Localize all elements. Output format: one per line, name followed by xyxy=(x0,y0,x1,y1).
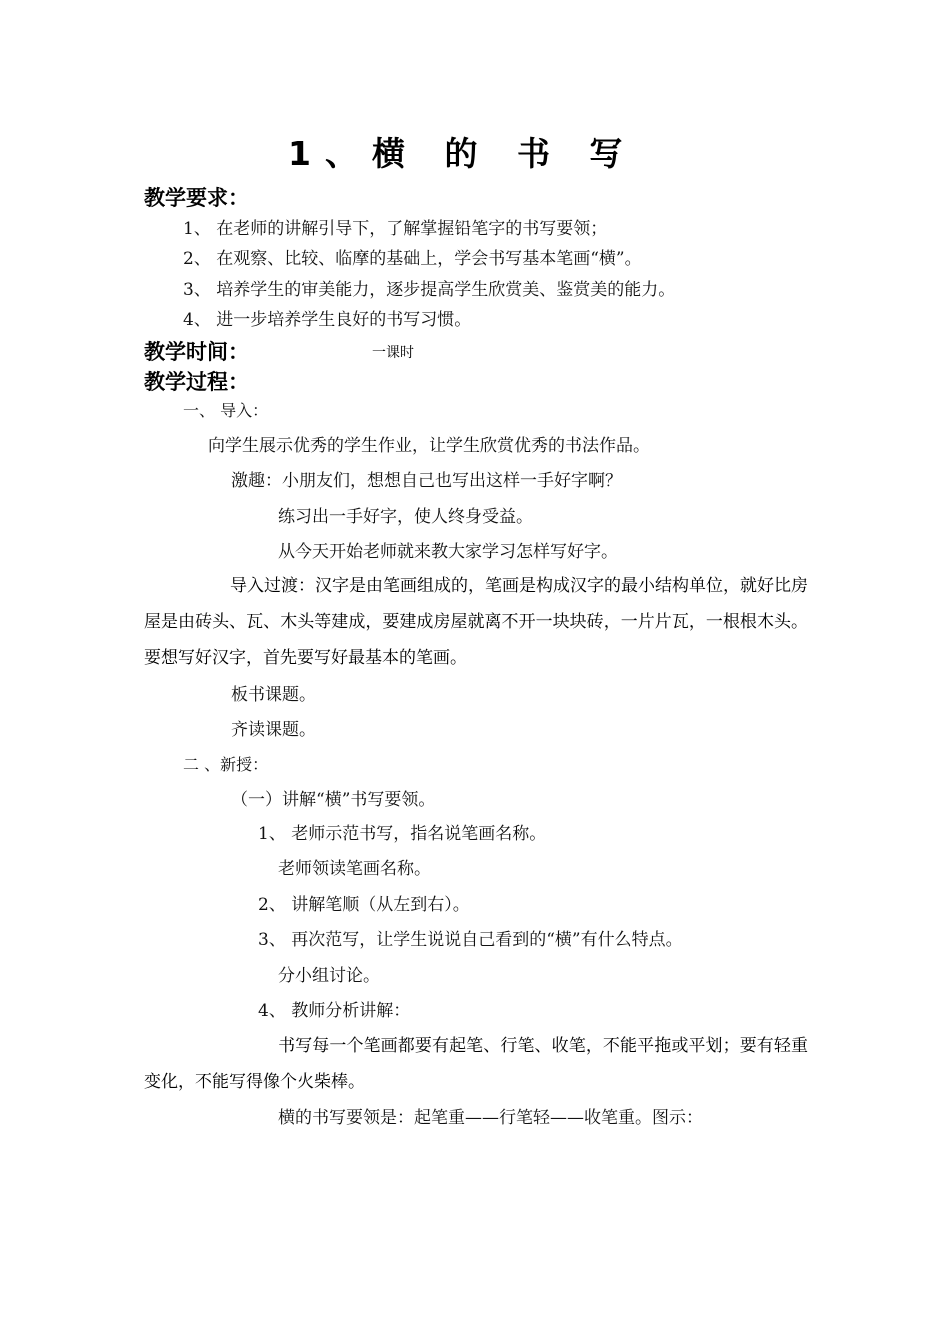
requirement-item: 4、 进一步培养学生良好的书写习惯。 xyxy=(183,310,472,330)
requirement-item: 2、 在观察、比较、临摩的基础上，学会书写基本笔画“横”。 xyxy=(183,249,642,269)
paragraph: 板书课题。 xyxy=(231,685,316,705)
requirement-item: 3、 培养学生的审美能力，逐步提高学生欣赏美、鉴赏美的能力。 xyxy=(183,280,676,300)
step-item: 4、 教师分析讲解： xyxy=(258,1001,411,1021)
section-heading-intro: 一、 导入： xyxy=(183,401,269,420)
process-heading: 教学过程： xyxy=(144,370,249,394)
paragraph: 向学生展示优秀的学生作业，让学生欣赏优秀的书法作品。 xyxy=(208,436,650,456)
step-item: 1、 老师示范书写，指名说笔画名称。 xyxy=(258,824,547,844)
requirements-heading: 教学要求： xyxy=(144,186,249,210)
explain-paragraph: 书写每一个笔画都要有起笔、行笔、收笔，不能平拖或平划；要有轻重变化，不能写得像个火柴棒。 xyxy=(144,1036,808,1092)
paragraph: 练习出一手好字，使人终身受益。 xyxy=(278,507,533,527)
step-item: 3、 再次范写，让学生说说自己看到的“横”有什么特点。 xyxy=(258,930,683,950)
requirement-item: 1、 在老师的讲解引导下，了解掌握铅笔字的书写要领； xyxy=(183,219,608,239)
paragraph: 激趣：小朋友们，想想自己也写出这样一手好字啊？ xyxy=(231,471,622,491)
step-item: 2、 讲解笔顺（从左到右）。 xyxy=(258,895,470,915)
paragraph: 从今天开始老师就来教大家学习怎样写好字。 xyxy=(278,542,618,562)
subsection-heading: （一）讲解“横”书写要领。 xyxy=(231,790,436,810)
transition-paragraph: 导入过渡：汉字是由笔画组成的，笔画是构成汉字的最小结构单位，就好比房屋是由砖头、瓦、木头等建成，要建成房屋就离不开一块块砖，一片片瓦，一根根木头。要想写好汉字，首先要写好最基本的笔画。 xyxy=(144,576,808,668)
paragraph: 老师领读笔画名称。 xyxy=(278,859,431,879)
paragraph: 分小组讨论。 xyxy=(278,966,380,986)
section-heading-new: 二 、新授： xyxy=(183,755,269,774)
time-value: 一课时 xyxy=(372,345,414,361)
time-heading: 教学时间： xyxy=(144,340,249,364)
paragraph: 横的书写要领是：起笔重——行笔轻——收笔重。图示： xyxy=(278,1108,703,1128)
page-title: 1、横 的 书 写 xyxy=(288,134,637,173)
paragraph: 齐读课题。 xyxy=(231,720,316,740)
